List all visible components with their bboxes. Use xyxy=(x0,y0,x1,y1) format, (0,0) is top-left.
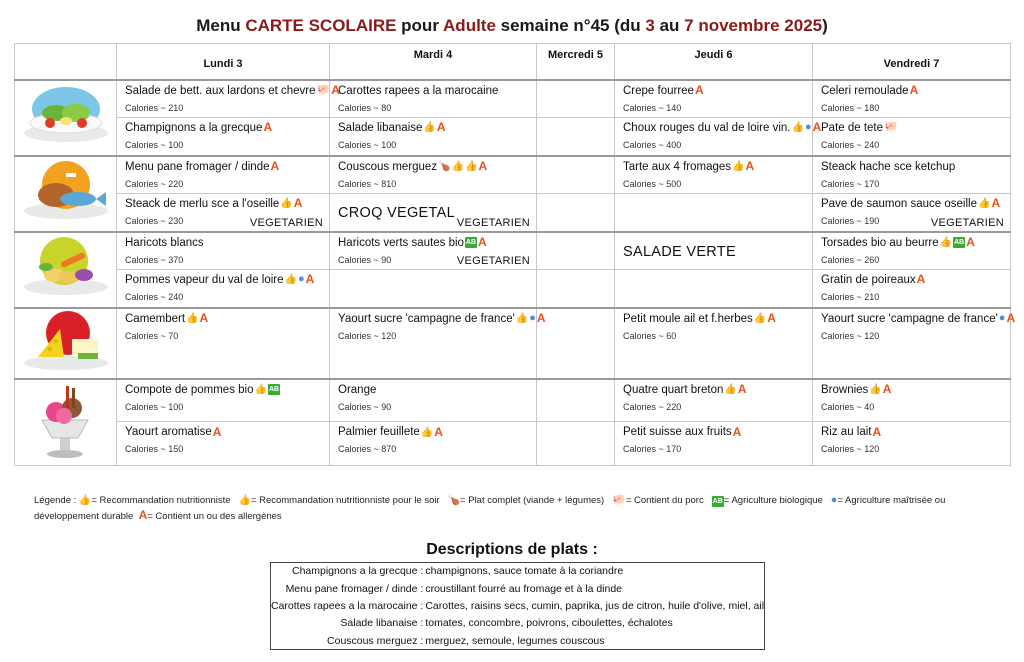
description-dish: Couscous merguez : xyxy=(327,634,424,647)
day-header: Mardi 4 xyxy=(330,44,537,80)
allergen-icon: A xyxy=(138,508,148,522)
menu-cell xyxy=(615,422,813,465)
menu-cell xyxy=(117,308,330,379)
calories: Calories ~ 260 xyxy=(821,254,880,265)
agri-icon: ● xyxy=(804,121,812,134)
description-row xyxy=(271,563,765,580)
porc-icon: 🐖 xyxy=(884,121,898,134)
agri-icon: ● xyxy=(297,273,305,286)
porc-icon: 🐖 xyxy=(316,83,331,96)
reco-icon: 👍 xyxy=(451,160,464,172)
calories: Calories ~ 370 xyxy=(125,254,184,265)
allergen-icon: A xyxy=(536,310,546,325)
dish-name: Pave de saumon sauce oseille 👍 A xyxy=(821,196,1001,211)
dish-name: Celeri remoulade A xyxy=(821,82,919,97)
description-dish: Menu pane fromager / dinde : xyxy=(285,582,424,595)
menu-cell xyxy=(813,232,1011,270)
dish-badges xyxy=(869,381,892,396)
menu-cell xyxy=(615,80,813,118)
page-title: Menu CARTE SCOLAIRE pour Adulte semaine n°45 (du 3 au 7 novembre 2025) xyxy=(196,16,828,35)
complet-icon: 🍗 xyxy=(438,160,451,172)
menu-cell xyxy=(813,156,1011,194)
allergen-icon: A xyxy=(916,272,926,287)
dish-name: Pommes vapeur du val de loire 👍 ● A xyxy=(125,272,315,287)
dish-name: Crepe fourree A xyxy=(623,82,704,97)
dish-name: Orange xyxy=(338,383,377,396)
course-image xyxy=(15,156,117,232)
allergen-icon: A xyxy=(882,381,892,396)
course-image xyxy=(15,80,117,156)
reco-icon: 👍 xyxy=(186,312,199,324)
menu-cell xyxy=(537,270,615,308)
reco-icon: 👍 xyxy=(78,495,92,506)
dish-badges xyxy=(872,424,882,439)
dish-name: Camembert 👍 A xyxy=(125,310,209,325)
calories: Calories ~ 210 xyxy=(821,292,880,302)
menu-cell xyxy=(615,232,813,270)
menu-row xyxy=(15,156,1011,194)
allergen-icon: A xyxy=(745,158,755,173)
dish-name: Pate de tete 🐖 xyxy=(821,121,898,134)
description-text: merguez, semoule, legumes couscous xyxy=(425,634,605,647)
dish-name: Petit moule ail et f.herbes 👍 A xyxy=(623,310,776,325)
reco-icon: 👍 xyxy=(869,383,882,395)
menu-row xyxy=(15,422,1011,465)
reco-soir-icon: 👍 xyxy=(238,495,251,506)
menu-row xyxy=(15,308,1011,379)
menu-cell xyxy=(330,422,537,465)
description-dish: Champignons a la grecque : xyxy=(291,565,424,578)
dish-name: Salade libanaise 👍 A xyxy=(338,120,446,135)
dish-badges xyxy=(939,234,975,249)
ice-cream-cup-icon xyxy=(20,447,112,464)
reco-icon: 👍 xyxy=(254,383,267,395)
course-image xyxy=(15,232,117,308)
reco-icon: 👍 xyxy=(420,426,434,438)
menu-row xyxy=(15,118,1011,156)
menu-cell xyxy=(330,270,537,308)
menu-cell xyxy=(813,118,1011,156)
menu-cell xyxy=(537,156,615,194)
menu-cell xyxy=(813,270,1011,308)
dish-name: Palmier feuillete 👍 A xyxy=(338,424,443,439)
menu-cell xyxy=(330,308,546,379)
menu-cell xyxy=(537,422,615,465)
bio-icon: AB xyxy=(268,385,280,393)
agri-icon: ● xyxy=(998,311,1006,324)
calories: Calories ~ 190 xyxy=(821,216,880,226)
menu-cell xyxy=(117,422,330,465)
menu-row xyxy=(15,270,1011,308)
menu-cell xyxy=(117,270,330,308)
vegetarian-label: VEGETARIEN xyxy=(456,216,530,229)
dish-badges xyxy=(465,234,487,249)
menu-cell xyxy=(117,232,330,270)
description-text: croustillant fourré au fromage et à la dinde xyxy=(425,582,623,595)
description-row xyxy=(271,580,765,597)
description-row xyxy=(271,615,765,632)
calories: Calories ~ 240 xyxy=(125,292,184,302)
vegetarian-label: VEGETARIEN xyxy=(249,216,323,229)
bio-icon: AB xyxy=(465,238,477,246)
calories: Calories ~ 210 xyxy=(125,102,184,113)
pork-icon: 🐖 xyxy=(612,494,626,506)
dish-name: Torsades bio au beurre 👍 AB A xyxy=(821,234,975,249)
menu-table xyxy=(14,43,1016,466)
calories: Calories ~ 150 xyxy=(125,444,184,455)
menu-cell xyxy=(330,194,537,232)
menu-cell xyxy=(117,80,340,118)
calories: Calories ~ 140 xyxy=(623,102,682,113)
menu-cell xyxy=(615,194,813,232)
dish-name: Steack hache sce ketchup xyxy=(821,160,956,173)
description-text: Carottes, raisins secs, cumin, paprika, jus de citron, huile d'olive, miel, ail xyxy=(425,599,765,612)
reco-icon: 👍 xyxy=(423,122,436,134)
bio-icon: AB xyxy=(954,238,965,246)
menu-row xyxy=(15,80,1011,118)
allergen-icon: A xyxy=(434,424,443,439)
vegetarian-label: VEGETARIEN xyxy=(456,255,530,267)
day-header: Lundi 3 xyxy=(117,44,330,80)
calories: Calories ~ 220 xyxy=(623,401,682,412)
menu-cell xyxy=(615,308,813,379)
calories: Calories ~ 120 xyxy=(821,444,880,455)
allergen-icon: A xyxy=(331,82,340,97)
calories: Calories ~ 400 xyxy=(623,140,682,150)
menu-cell xyxy=(117,379,330,422)
calories: Calories ~ 240 xyxy=(821,140,880,150)
dish-name: Menu pane fromager / dinde A xyxy=(125,158,280,173)
menu-cell xyxy=(813,422,1011,465)
corner-cell xyxy=(15,44,117,80)
dish-name: Petit suisse aux fruits A xyxy=(623,424,742,439)
allergen-icon: A xyxy=(872,424,882,439)
calories: Calories ~ 100 xyxy=(125,401,184,412)
menu-cell xyxy=(813,194,1011,232)
calories: Calories ~ 60 xyxy=(623,330,677,341)
description-row xyxy=(271,597,765,614)
calories: Calories ~ 810 xyxy=(338,178,397,189)
dish-badges xyxy=(285,274,315,285)
menu-cell xyxy=(330,80,537,118)
day-header: Vendredi 7 xyxy=(813,44,1011,80)
soir-icon: 👍 xyxy=(464,160,478,172)
reco-icon: 👍 xyxy=(791,122,804,134)
reco-icon: 👍 xyxy=(284,274,297,286)
allergen-icon: A xyxy=(966,234,975,249)
dish-badges xyxy=(732,424,742,439)
bio-icon: AB xyxy=(712,498,723,505)
dish-badges xyxy=(263,122,272,133)
dish-badges xyxy=(978,198,1000,209)
allergen-icon: A xyxy=(694,82,704,97)
dish-badges xyxy=(884,122,898,133)
dish-name: Haricots verts sautes bio AB A xyxy=(338,234,487,249)
dish-name: Steack de merlu sce a l'oseille 👍 A xyxy=(125,196,303,211)
dish-name: Riz au lait A xyxy=(821,424,882,439)
calories: Calories ~ 90 xyxy=(338,254,392,265)
menu-cell xyxy=(537,118,615,156)
reco-icon: 👍 xyxy=(515,312,529,324)
calories: Calories ~ 180 xyxy=(821,102,880,113)
menu-label: SALADE VERTE xyxy=(623,243,736,260)
calories: Calories ~ 170 xyxy=(623,444,682,455)
dish-name: Brownies 👍 A xyxy=(821,381,892,396)
allergen-icon: A xyxy=(991,196,1001,211)
reco-icon: 👍 xyxy=(978,198,991,210)
allergen-icon: A xyxy=(812,120,822,135)
dish-badges xyxy=(254,384,280,395)
dish-name: Choux rouges du val de loire vin. 👍 ● A xyxy=(623,120,822,135)
menu-cell xyxy=(615,379,813,422)
allergen-icon: A xyxy=(436,120,446,135)
menu-cell xyxy=(537,194,615,232)
plat-complet-icon: 🍗 xyxy=(447,495,461,506)
dish-name: Quatre quart breton 👍 A xyxy=(623,381,747,396)
menu-cell xyxy=(330,118,537,156)
dish-badges xyxy=(420,424,443,439)
allergen-icon: A xyxy=(199,310,209,325)
menu-cell xyxy=(330,379,537,422)
allergen-icon: A xyxy=(270,158,280,173)
allergen-icon: A xyxy=(1006,310,1016,325)
day-header: Jeudi 6 xyxy=(615,44,813,80)
menu-cell xyxy=(117,156,330,194)
course-image xyxy=(15,308,117,379)
dish-badges xyxy=(998,310,1016,325)
day-header: Mercredi 5 xyxy=(537,44,615,80)
description-dish: Carottes rapees a la marocaine : xyxy=(271,599,424,612)
menu-row xyxy=(15,379,1011,422)
dish-badges xyxy=(186,310,209,325)
menu-row xyxy=(15,232,1011,270)
calories: Calories ~ 40 xyxy=(821,401,875,412)
description-dish: Salade libanaise : xyxy=(340,617,424,630)
calories: Calories ~ 170 xyxy=(821,178,880,189)
cheese-plate-icon xyxy=(20,360,112,377)
calories: Calories ~ 80 xyxy=(338,102,392,113)
calories: Calories ~ 100 xyxy=(338,140,397,150)
dish-badges xyxy=(724,381,747,396)
allergen-icon: A xyxy=(263,120,273,135)
legend: Légende : 👍= Recommandation nutritionniste 👍= Recommandation nutritionniste pour le soir 🍗= Plat complet (viande + légumes) 🐖= Contient du porc AB= Agriculture biologique ●= Agriculture maîtrisée ou développement durable A= Contient un ou des allergènes xyxy=(34,494,946,522)
calories: Calories ~ 500 xyxy=(623,178,682,189)
menu-cell xyxy=(330,156,537,194)
salad-plate-icon xyxy=(20,134,112,151)
reco-icon: 👍 xyxy=(724,383,737,395)
calories: Calories ~ 220 xyxy=(125,178,184,189)
dish-badges xyxy=(732,158,755,173)
description-row xyxy=(271,632,765,649)
dish-badges xyxy=(280,198,302,209)
course-image xyxy=(15,379,117,466)
dish-badges xyxy=(753,310,776,325)
dish-badges xyxy=(917,274,926,285)
menu-cell xyxy=(813,80,1011,118)
menu-cell xyxy=(813,379,1011,422)
descriptions-title: Descriptions de plats : xyxy=(426,541,598,558)
allergen-icon: A xyxy=(909,82,919,97)
dish-badges xyxy=(423,122,445,133)
dish-name: Compote de pommes bio 👍 AB xyxy=(125,383,280,396)
calories: Calories ~ 90 xyxy=(338,401,392,412)
menu-cell xyxy=(537,379,615,422)
reco-icon: 👍 xyxy=(732,160,745,172)
dish-name: Couscous merguez 🍗 👍 👍 A xyxy=(338,158,488,173)
calories: Calories ~ 230 xyxy=(125,216,184,226)
menu-cell xyxy=(813,308,1016,379)
allergen-icon: A xyxy=(212,424,222,439)
dish-name: Tarte aux 4 fromages 👍 A xyxy=(623,158,755,173)
dish-name: Champignons a la grecque A xyxy=(125,120,273,135)
allergen-icon: A xyxy=(767,310,776,325)
allergen-icon: A xyxy=(305,272,315,287)
menu-cell xyxy=(330,232,537,270)
dish-badges xyxy=(212,424,222,439)
agri-icon: ● xyxy=(529,311,536,324)
allergen-icon: A xyxy=(293,196,303,211)
dish-name: Carottes rapees a la marocaine xyxy=(338,84,499,97)
dish-badges xyxy=(909,82,919,97)
agri-icon: ● xyxy=(830,494,838,506)
menu-cell xyxy=(615,156,813,194)
dish-badges xyxy=(694,82,704,97)
dish-name: Salade de bett. aux lardons et chevre 🐖 A xyxy=(125,82,340,97)
allergen-icon: A xyxy=(478,234,487,249)
calories: Calories ~ 870 xyxy=(338,444,397,455)
dish-badges xyxy=(270,158,280,173)
reco-icon: 👍 xyxy=(753,312,767,324)
day-header-row xyxy=(15,44,1011,80)
calories: Calories ~ 120 xyxy=(821,330,880,341)
meat-fish-plate-icon xyxy=(20,210,112,227)
descriptions-table xyxy=(270,562,765,650)
menu-cell xyxy=(117,118,330,156)
allergen-icon: A xyxy=(737,381,747,396)
menu-cell xyxy=(537,232,615,270)
menu-cell xyxy=(537,308,615,379)
dish-name: Yaourt sucre 'campagne de france' 👍 ● A xyxy=(338,310,546,325)
menu-cell xyxy=(117,194,330,232)
menu-cell xyxy=(615,118,822,156)
dish-badges xyxy=(438,158,488,173)
allergen-icon: A xyxy=(732,424,742,439)
menu-cell xyxy=(615,270,813,308)
calories: Calories ~ 100 xyxy=(125,140,184,150)
menu-label: CROQ VEGETAL xyxy=(338,205,455,222)
reco-icon: 👍 xyxy=(939,236,953,248)
description-text: tomates, concombre, poivrons, ciboulettes, échalotes xyxy=(425,617,673,630)
calories: Calories ~ 120 xyxy=(338,330,397,341)
dish-name: Yaourt aromatise A xyxy=(125,424,222,439)
menu-cell xyxy=(537,80,615,118)
description-text: champignons, sauce tomate à la coriandre xyxy=(425,565,624,578)
dish-name: Gratin de poireaux A xyxy=(821,272,926,287)
calories: Calories ~ 70 xyxy=(125,330,179,341)
reco-icon: 👍 xyxy=(280,198,293,210)
allergen-icon: A xyxy=(478,158,488,173)
dish-name: Haricots blancs xyxy=(125,236,204,249)
dish-name: Yaourt sucre 'campagne de france' ● A xyxy=(821,310,1016,325)
vegetarian-label: VEGETARIEN xyxy=(930,216,1004,229)
menu-row xyxy=(15,194,1011,232)
vegetables-plate-icon xyxy=(20,286,112,303)
